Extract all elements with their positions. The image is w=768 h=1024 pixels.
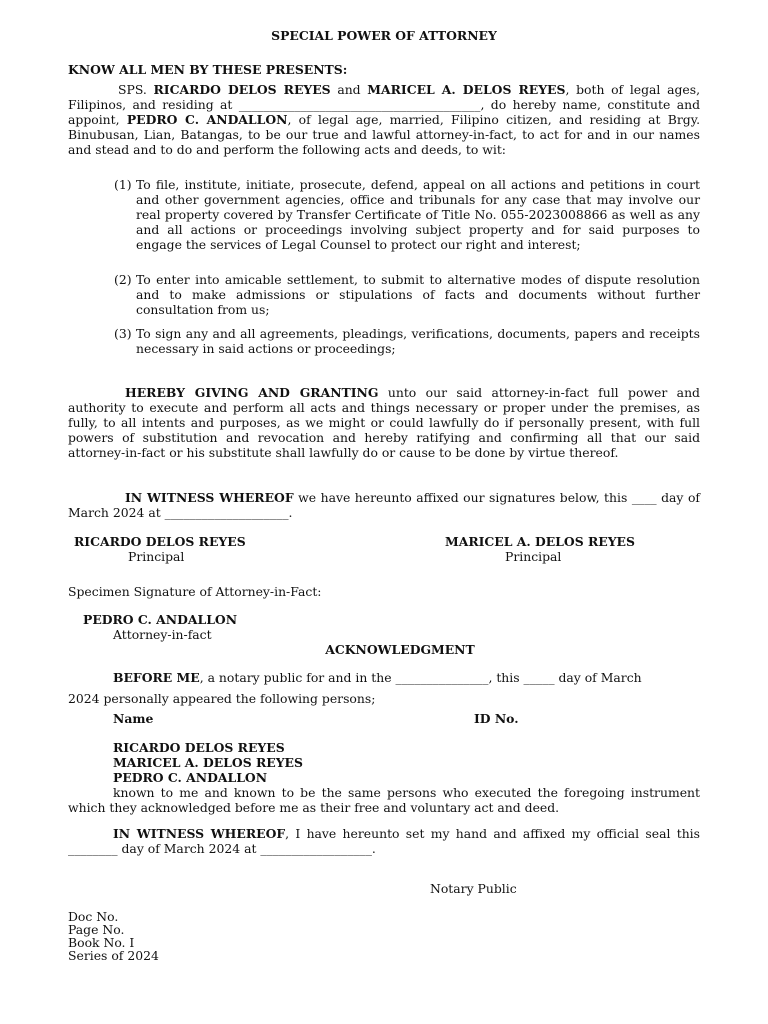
power-item-3: [114, 326, 700, 356]
acknowledgment-title: ACKNOWLEDGMENT: [325, 642, 475, 657]
before-me-heading: BEFORE ME: [113, 670, 200, 685]
principal-1-role: Principal: [128, 549, 185, 564]
power-item-text: To enter into amicable settlement, to submit to alternative modes of dispute resolution and to make admissions or stipulations of facts and documents without further consultation from us;: [136, 272, 700, 317]
person-row-3: PEDRO C. ANDALLON: [113, 770, 268, 785]
before-me-line-1: [68, 670, 708, 685]
opening-line: KNOW ALL MEN BY THESE PRESENTS:: [68, 62, 348, 77]
granting-paragraph: [68, 385, 700, 460]
known-paragraph: known to me and known to be the same persons who executed the foregoing instrument which they acknowledged before me as their free and voluntary act and deed.: [68, 785, 700, 815]
notary-public-label: Notary Public: [430, 881, 517, 896]
principal-1-name: RICARDO DELOS REYES: [74, 534, 246, 549]
power-item-number: (1): [114, 177, 132, 192]
page-no-label: Page No.: [68, 922, 125, 937]
notary-witness-paragraph: [68, 826, 700, 856]
attorney-role: Attorney-in-fact: [113, 627, 212, 642]
witness-paragraph: [68, 490, 700, 520]
para1-text-2: and: [330, 82, 368, 97]
before-me-text: , a notary public for and in the _______________, this _____ day of March: [199, 670, 642, 685]
para1-text-3: , both of legal ages, Filipinos, and residing at _______________________________________, do hereby name, constitute and appoint,: [68, 82, 701, 127]
person-row-1: RICARDO DELOS REYES: [113, 740, 285, 755]
attorney-name-inline: PEDRO C. ANDALLON: [126, 112, 288, 127]
notary-witness-text: , I have hereunto set my hand and affixed my official seal this ________ day of March 2024 at __________________.: [68, 826, 701, 856]
specimen-label: Specimen Signature of Attorney-in-Fact:: [68, 584, 322, 599]
before-me-line-2: 2024 personally appeared the following persons;: [68, 691, 376, 706]
para1-text-4: , of legal age, married, Filipino citizen, and residing at Brgy. Binubusan, Lian, Batangas, to be our true and lawful attorney-in-fact, to act for and in our names and stead and to do and perform the following acts and deeds, to wit:: [68, 112, 701, 157]
table-header-id: ID No.: [474, 711, 519, 726]
principal-name-1: RICARDO DELOS REYES: [153, 82, 331, 97]
doc-no-label: Doc No.: [68, 909, 119, 924]
person-row-2: MARICEL A. DELOS REYES: [113, 755, 303, 770]
appointment-paragraph: [68, 82, 700, 157]
document-title: SPECIAL POWER OF ATTORNEY: [271, 28, 497, 43]
table-header-name: Name: [113, 711, 154, 726]
principal-2-role: Principal: [505, 549, 562, 564]
witness-text: we have hereunto affixed our signatures below, this ____ day of March 2024 at ____________________.: [68, 490, 700, 520]
power-item-text: To file, institute, initiate, prosecute, defend, appeal on all actions and petitions in court and other government agencies, office and tribunals for any case that may involve our real property covered by Transfer Certificate of Title No. 055-2023008866 as well as any and all actions or proceedings involving subject property and for said purposes to engage the services of Legal Counsel to protect our right and interest;: [136, 177, 700, 252]
granting-text: unto our said attorney-in-fact full power and authority to execute and perform all acts and things necessary or proper under the premises, as fully, to all intents and purposes, as we might or could lawfully do if personally present, with full powers of substitution and revocation and hereby ratifying and confirming all that our said attorney-in-fact or his substitute shall lawfully do or cause to be done by virtue thereof.: [68, 385, 700, 460]
principal-2-name: MARICEL A. DELOS REYES: [445, 534, 635, 549]
principal-name-2: MARICEL A. DELOS REYES: [367, 82, 566, 97]
power-item-2: [114, 272, 700, 317]
para1-text-1: SPS.: [118, 82, 154, 97]
notary-witness-heading: IN WITNESS WHEREOF: [113, 826, 286, 841]
power-item-number: (2): [114, 272, 132, 287]
series-label: Series of 2024: [68, 948, 159, 963]
granting-heading: HEREBY GIVING AND GRANTING: [125, 385, 379, 400]
book-no-label: Book No. I: [68, 935, 135, 950]
power-item-number: (3): [114, 326, 132, 341]
power-item-text: To sign any and all agreements, pleadings, verifications, documents, papers and receipts necessary in said actions or proceedings;: [136, 326, 700, 356]
witness-heading: IN WITNESS WHEREOF: [125, 490, 294, 505]
attorney-name: PEDRO C. ANDALLON: [83, 612, 238, 627]
power-item-1: [114, 177, 700, 252]
